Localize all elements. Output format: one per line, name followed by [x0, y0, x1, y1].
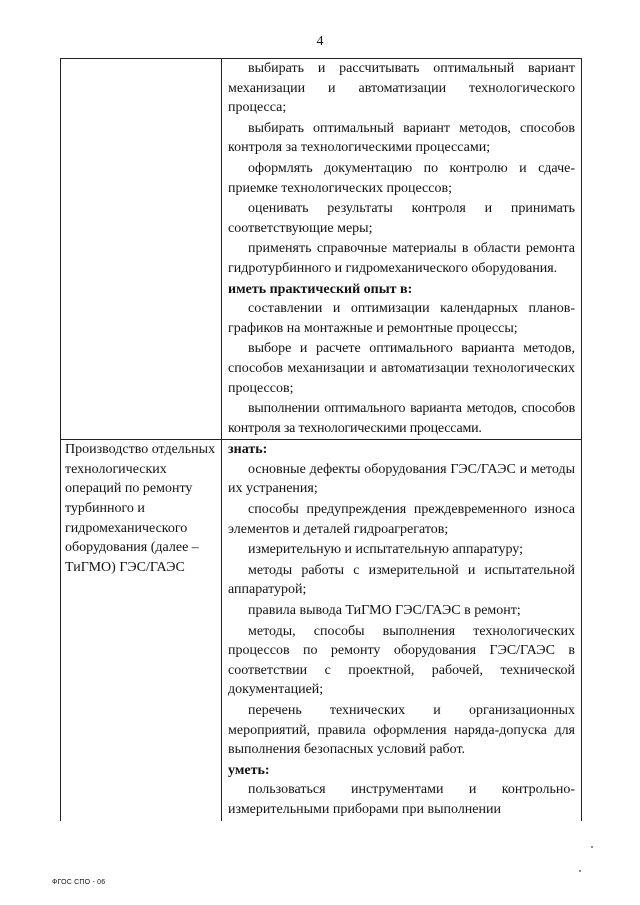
list-item: методы, способы выполнения технологических процессов по ремонту оборудования ГЭС/ГАЭС в соответствии с проектной, рабочей, технической документацией;: [228, 623, 575, 698]
table-row: [61, 59, 582, 440]
list-item: оценивать результаты контроля и принимать соответствующие меры;: [228, 201, 575, 236]
list-item: выборе и расчете оптимального варианта методов, способов механизации и автоматизации технологических процессов;: [228, 341, 575, 396]
list-item: пользоваться инструментами и контрольно-измерительными приборами при выполнении: [228, 782, 575, 817]
scan-speck: [591, 846, 593, 848]
list-item: способы предупреждения преждевременного износа элементов и деталей гидроагрегатов;: [228, 502, 575, 537]
section-heading: знать:: [228, 442, 268, 458]
list-item: применять справочные материалы в области ремонта гидротурбинного и гидромеханического оборудования.: [228, 241, 575, 276]
list-item: измерительную и испытательную аппаратуру;: [248, 542, 523, 558]
table-row: [61, 440, 582, 821]
list-item: оформлять документацию по контролю и сдаче-приемке технологических процессов;: [228, 160, 575, 196]
list-item: выбирать оптимальный вариант методов, способов контроля за технологическими процессами;: [228, 120, 575, 156]
list-item: основные дефекты оборудования ГЭС/ГАЭС и методы их устранения;: [228, 461, 575, 497]
section-heading: уметь:: [228, 762, 270, 778]
list-item: выполнении оптимального варианта методов, способов контроля за технологическими процессами.: [228, 401, 575, 436]
section-heading: иметь практический опыт в:: [228, 281, 413, 297]
scan-speck: [579, 870, 581, 872]
activity-cell: Производство отдельных технологических операций по ремонту турбинного и гидромеханического оборудования (далее – ТиГМО) ГЭС/ГАЭС: [61, 440, 222, 821]
activity-cell: [61, 59, 222, 440]
page-number: 4: [316, 34, 324, 49]
list-item: перечень технических и организационных мероприятий, правила оформления наряда-допуска для выполнения безопасных условий работ.: [228, 703, 575, 758]
requirements-cell: [222, 59, 582, 440]
requirements-cell: [222, 440, 582, 821]
list-item: правила вывода ТиГМО ГЭС/ГАЭС в ремонт;: [248, 603, 521, 619]
list-item: составлении и оптимизации календарных планов-графиков на монтажные и ремонтные процессы;: [228, 301, 575, 336]
list-item: методы работы с измерительной и испытательной аппаратурой;: [228, 562, 575, 598]
list-item: выбирать и рассчитывать оптимальный вариант механизации и автоматизации технологического процесса;: [228, 61, 575, 116]
competency-table: [60, 58, 582, 821]
footer-code: ФГОС СПО - 06: [52, 879, 106, 886]
